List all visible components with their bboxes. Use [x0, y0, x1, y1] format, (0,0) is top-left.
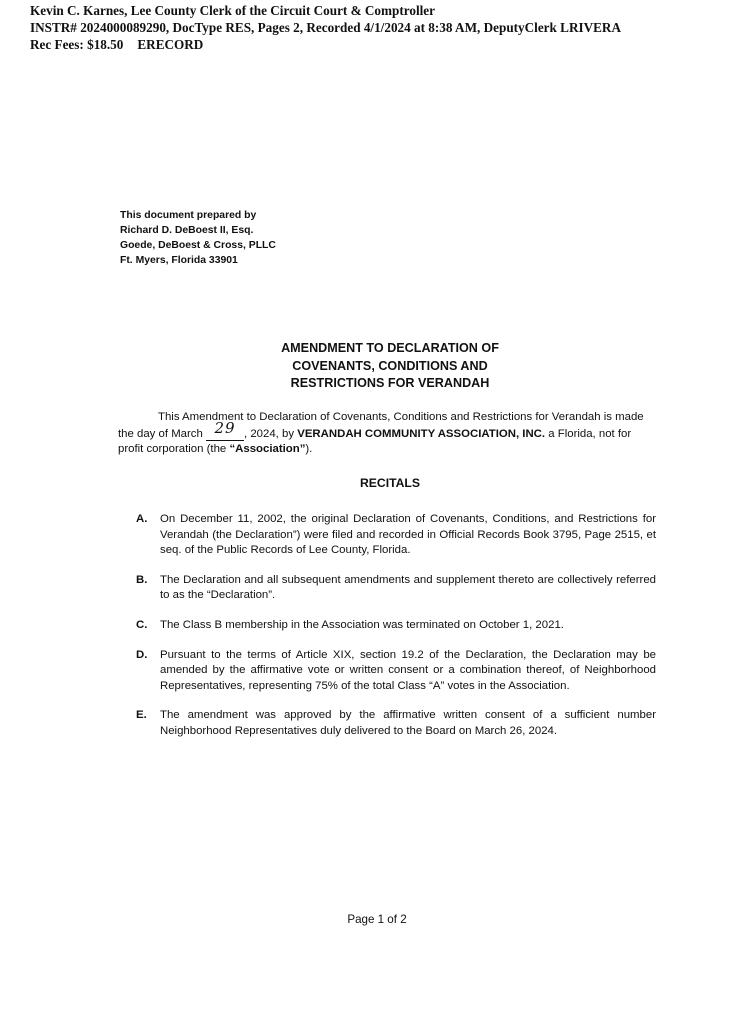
title-line-2: COVENANTS, CONDITIONS AND	[292, 358, 488, 373]
recital-item	[136, 708, 656, 739]
preparer-address: Ft. Myers, Florida 33901	[120, 255, 238, 266]
intro-text-4: ).	[305, 443, 313, 455]
handwritten-day-text: 29	[214, 418, 236, 437]
recording-method: ERECORD	[137, 37, 204, 52]
recital-letter: B.	[136, 573, 148, 586]
recital-item	[136, 648, 656, 695]
recitals-heading: RECITALS	[359, 476, 421, 490]
prepared-by-block	[120, 208, 276, 268]
recital-letter: A.	[136, 513, 148, 525]
preparer-firm: Goede, DeBoest & Cross, PLLC	[120, 240, 276, 251]
handwritten-day	[206, 418, 244, 441]
instrument-line: INSTR# 2024000089290, DocType RES, Pages 2, Recorded 4/1/2024 at 8:38 AM, DeputyClerk LRIVERA	[30, 20, 621, 35]
recital-item	[136, 618, 656, 634]
recital-letter: C.	[136, 618, 148, 631]
recital-letter: E.	[136, 709, 147, 722]
association-defined-term: “Association”	[229, 443, 306, 455]
recitals-list	[136, 512, 656, 754]
recital-text: On December 11, 2002, the original Declaration of Covenants, Conditions, and Restrictions for Verandah (the Declaration”) were filed and recorded in Official Records Book 3795, Page 2515, et seq. of the Public Records of Lee County, Florida.	[160, 513, 656, 557]
recording-header	[30, 2, 621, 53]
recording-fees: Rec Fees: $18.50	[30, 37, 124, 52]
recital-item	[136, 512, 656, 559]
recital-text: The Declaration and all subsequent amendments and supplement thereto are collectively referred to as the “Declaration”.	[160, 573, 656, 602]
intro-text-3: a Florida, not for profit corporation (the	[118, 427, 632, 455]
clerk-line: Kevin C. Karnes, Lee County Clerk of the Circuit Court & Comptroller	[30, 3, 435, 18]
recital-text: Pursuant to the terms of Article XIX, section 19.2 of the Declaration, the Declaration may be amended by the affirmative vote or written consent or a combination thereof, of Neighborhood Representatives, representing 75% of the total Class “A” votes in the Association.	[160, 648, 656, 692]
intro-text-1: This Amendment to Declaration of Covenants, Conditions and Restrictions for Verandah is made the day of March	[118, 411, 644, 440]
recital-text: The amendment was approved by the affirmative written consent of a sufficient number Neighborhood Representatives duly delivered to the Board on March 26, 2024.	[160, 709, 656, 737]
intro-paragraph	[118, 410, 658, 458]
intro-text-2: , 2024, by	[244, 427, 298, 440]
title-line-1: AMENDMENT TO DECLARATION OF	[281, 341, 499, 355]
title-line-3: RESTRICTIONS FOR VERANDAH	[290, 376, 490, 390]
recital-letter: D.	[136, 648, 148, 661]
preparer-name: Richard D. DeBoest II, Esq.	[120, 225, 254, 236]
fees-line	[30, 36, 621, 53]
recital-text: The Class B membership in the Association was terminated on October 1, 2021.	[160, 618, 564, 631]
recital-item	[136, 573, 656, 604]
association-name: VERANDAH COMMUNITY ASSOCIATION, INC.	[297, 427, 546, 440]
prepared-by-label: This document prepared by	[120, 210, 257, 221]
document-title	[180, 340, 600, 393]
page-number: Page 1 of 2	[347, 913, 407, 926]
